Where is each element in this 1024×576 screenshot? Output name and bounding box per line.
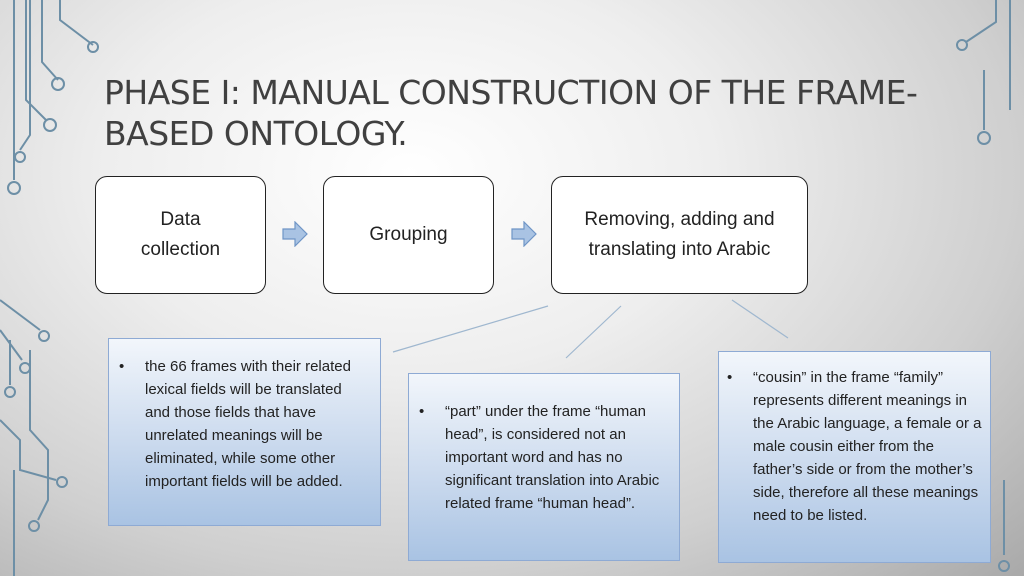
note-item: [119, 355, 370, 493]
note-text: “part” under the frame “human head”, is considered not an important word and has no significant translation into Arabic related frame “human head”.: [445, 403, 660, 512]
note-box-part: [408, 373, 680, 561]
slide-title: PHASE I: MANUAL CONSTRUCTION OF THE FRAME-BASED ONTOLOGY.: [104, 73, 918, 153]
step-grouping: [323, 176, 494, 294]
step-label: Data collection: [140, 209, 221, 260]
note-item: [727, 366, 984, 527]
bullet-icon: •: [727, 369, 733, 386]
note-box-cousin: [718, 351, 991, 563]
note-text: the 66 frames with their related lexical fields will be translated and those fields that have unrelated meanings will be eliminated, while some other important fields will be added.: [145, 358, 351, 490]
step-label: Grouping: [369, 224, 448, 245]
step-label: Removing, adding and translating into Arabic: [584, 209, 775, 260]
arrow-right-icon: [282, 221, 308, 247]
bullet-icon: •: [119, 358, 125, 375]
note-box-frames: [108, 338, 381, 526]
note-text: “cousin” in the frame “family” represents different meanings in the Arabic language, a female or a male cousin either from the father’s side or from the mother’s side, therefore all these meanings need to be listed.: [753, 369, 982, 524]
arrow-right-icon: [511, 221, 537, 247]
step-data-collection: [95, 176, 266, 294]
step-removing-adding-translating: [551, 176, 808, 294]
bullet-icon: •: [419, 403, 425, 420]
note-item: [419, 400, 665, 515]
